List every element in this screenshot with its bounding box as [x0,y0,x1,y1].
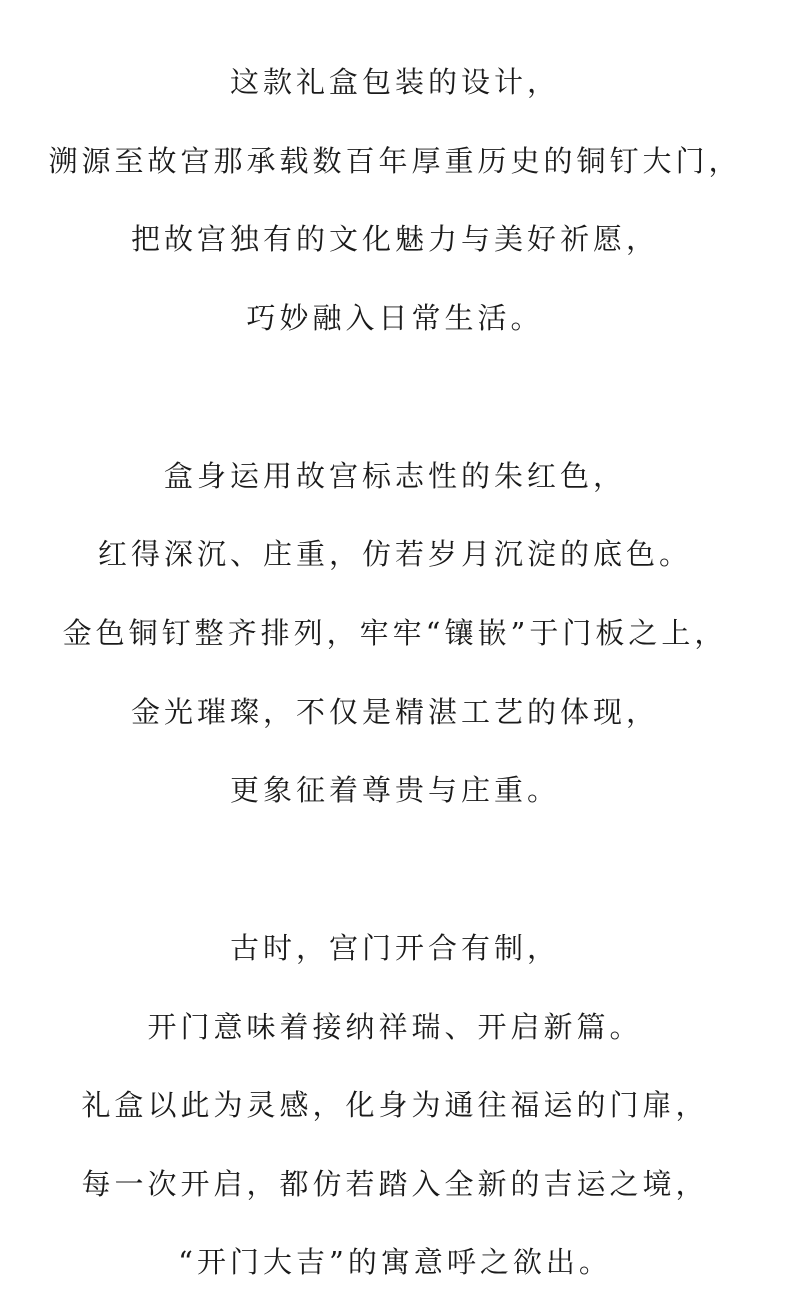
text-line: 礼盒以此为灵感，化身为通往福运的门扉， [81,1088,709,1122]
text-line: 开门意味着接纳祥瑞、开启新篇。 [147,1010,643,1044]
text-line: 盒身运用故宫标志性的朱红色， [163,459,626,493]
text-line: 更象征着尊贵与庄重。 [229,773,560,807]
text-line: 把故宫独有的文化魅力与美好祈愿， [130,222,659,256]
text-line: 金色铜钉整齐排列，牢牢“镶嵌”于门板之上， [62,616,728,650]
text-line: 古时，宫门开合有制， [229,931,560,965]
text-line: 这款礼盒包装的设计， [229,65,560,99]
text-line: 红得深沉、庄重，仿若岁月沉淀的底色。 [97,537,692,571]
text-line: 溯源至故宫那承载数百年厚重历史的铜钉大门， [48,144,742,178]
text-line: 金光璀璨，不仅是精湛工艺的体现， [130,695,659,729]
text-line: “开门大吉”的寓意呼之欲出。 [178,1245,612,1279]
text-line: 巧妙融入日常生活。 [246,301,544,335]
text-line: 每一次开启，都仿若踏入全新的吉运之境， [81,1167,709,1201]
